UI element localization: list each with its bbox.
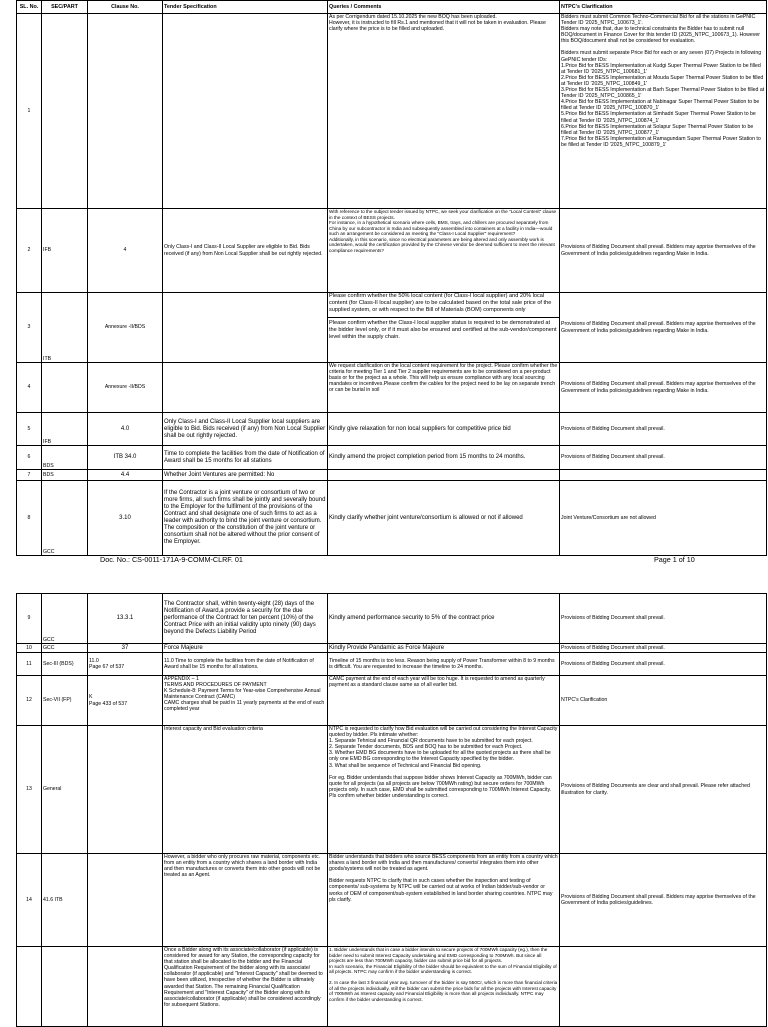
cell-clarification: Provisions of Bidding Document shall prevail. [560, 644, 767, 653]
cell-query [328, 470, 560, 481]
cell-sec-part [42, 947, 88, 1027]
cell-tender-specification: Force Majeure [163, 644, 328, 653]
cell-tender-specification [163, 363, 328, 413]
table-row [17, 413, 767, 446]
cell-sl-no: 3 [17, 293, 42, 363]
cell-sec-part: 41.6 ITB [42, 854, 88, 947]
table-row [17, 594, 767, 644]
cell-query [328, 854, 560, 947]
table-row [17, 676, 767, 726]
cell-tender-specification [163, 676, 328, 726]
cell-sl-no: 7 [17, 470, 42, 481]
cell-tender-specification: 11.0 Time to complete the facilities from the date of Notification of Award shall be 15 months for all stations. [163, 653, 328, 676]
cell-clause-no [88, 947, 163, 1027]
table-row [17, 481, 767, 556]
cell-clause-no: Annexure -II/BDS [88, 363, 163, 413]
cell-sec-part: Sec-VII (FP) [42, 676, 88, 726]
cell-clause-no: 4 [88, 209, 163, 293]
cell-tender-specification [163, 14, 328, 209]
table-row [17, 363, 767, 413]
cell-clarification: Provisions of Bidding Document shall prevail. Bidders may apprise themselves of the Government of India policies/guidelines regarding Make in India. [560, 293, 767, 363]
header-sl-no: SL. No. [17, 1, 42, 14]
cell-query: Timeline of 15 months is too less. Reason being supply of Power Transformer within 8 to 9 months is difficult. You are requested to increase the timeline to 24 months. [328, 653, 560, 676]
cell-clarification: Provisions of Bidding Document shall prevail. Bidders may apprise themselves of the Government of India policies/guidelines. [560, 854, 767, 947]
table-row [17, 470, 767, 481]
cell-clarification: Provisions of Bidding Document shall prevail. Bidders may apprise themselves of the Government of India policies/guidelines regarding Make in India. [560, 209, 767, 293]
cell-sec-part: BDS [42, 446, 88, 470]
header-ntpc-clarification: NTPC's Clarification [560, 1, 767, 14]
cell-tender-specification: Time to complete the facilities from the date of Notification of Award shall be 15 months for all stations [163, 446, 328, 470]
cell-clarification: Provisions of Bidding Documents are clear and shall prevail. Please refer attached illustration for clarity. [560, 726, 767, 854]
cell-sl-no: 1 [17, 14, 42, 209]
table-row [17, 726, 767, 854]
query-text: Bidder understands that bidders who source BESS components from an entity from a country which shares a land border with India and then manufactures/ converts/ integrates them into other goods/systems will not be treated as agent. Bidder requests NTPC to clarify that in such cases whether the inspection and testing of components/ sub-systems by NTPC will be carried out at works of Indian bidder/sub-vendor or works of OEM of component/sub-system established in land border sharing countries. NTPC may pls clarify. [329, 854, 558, 903]
table-row [17, 947, 767, 1027]
query-text: With reference to the subject tender issued by NTPC, we seek your clarification on the "Local Content" clause in the context of BESS projects. For instance, in a hypothetical scenario where cells, BMS, trays, and chillers are procured separately from China by our subcontractor in India and subsequently assembled into containers at a facility in India—would such an arrangement be considered as meeting the "Class-I Local Supplier" requirement? Additionally, in this scenario, since no electrical parameters are being altered and only assembly work is undertaken, would the certification provided by the Chinese vendor be deemed sufficient to meet the relevant compliance requirements? [329, 209, 557, 253]
table-row [17, 209, 767, 293]
cell-tender-specification: Only Class-I and Class-II Local Supplier local suppliers are eligible to Bid. Bids received (if any) from Non Local Supplier shall be out rightly rejected. [163, 413, 328, 446]
cell-clarification: Provisions of Bidding Document shall prevail. [560, 653, 767, 676]
cell-query: Kindly amend performance security to 5% of the contract price [328, 594, 560, 644]
table-row [17, 293, 767, 363]
clarification-table-page-2 [16, 593, 767, 1027]
cell-sec-part [42, 363, 88, 413]
query-text: 1. Bidder understands that in case a bidder intends to secure projects of 700MWh capacity (eg.), then the bidder need to submit Interest Capacity undertaking and EMD corresponding to 700MWh. But since all projects are less than 700MWh capacity, bidder can submit price bid for all projects. In such scenario, the Financial Eligibility of the bidder should be equivalent to the sum of Financial Eligibility of all projects. NTPC may confirm if the bidder understanding is correct. 2. In case the last 3 financial year avg. turnover of the bidder is say 550Cr, which is more than financial criteria of all the projects individually, still the bidder can submit the price bids for all the projects with Interest capacity of 700MWh as Interest capacity and Financial Eligibility is more than all projects individually. NTPC may confirm if the bidder understanding is correct. [329, 947, 558, 1002]
cell-query [328, 209, 560, 293]
footer-page-number: Page 1 of 10 [654, 555, 695, 564]
cell-clarification [560, 947, 767, 1027]
table-row [17, 14, 767, 209]
cell-sec-part: General [42, 726, 88, 854]
cell-query: Kindly Provide Pandamic as Force Majeure [328, 644, 560, 653]
cell-sec-part: GCC [42, 594, 88, 644]
cell-sl-no: 4 [17, 363, 42, 413]
cell-clarification: Provisions of Bidding Document shall prevail. [560, 446, 767, 470]
cell-clarification: Provisions of Bidding Document shall prevail. [560, 413, 767, 446]
cell-sec-part [42, 14, 88, 209]
cell-sl-no: 14 [17, 854, 42, 947]
cell-clarification: NTPC's Clarification [560, 676, 767, 726]
cell-query: CAMC payment at the end of each year will be too huge. It is requested to amend as quarterly payment as a standard clause same as of all earlier bid. [328, 676, 560, 726]
cell-sec-part: BDS [42, 470, 88, 481]
header-clause-no: Clause No. [88, 1, 163, 14]
clause-text: K Page 433 of 537 [89, 694, 128, 707]
clause-text: 11.0 Page 67 of 537 [89, 657, 125, 670]
cell-query [328, 293, 560, 363]
cell-sl-no [17, 947, 42, 1027]
table-row [17, 644, 767, 653]
cell-sl-no: 2 [17, 209, 42, 293]
cell-clause-no: 3.10 [88, 481, 163, 556]
cell-sec-part: IFB [42, 209, 88, 293]
header-queries-comments: Queries / Comments [328, 1, 560, 14]
table-header-row [17, 1, 767, 14]
table-row [17, 653, 767, 676]
cell-clause-no: 13.3.1 [88, 594, 163, 644]
cell-clause-no [88, 854, 163, 947]
cell-query: Kindly give relaxation for non local suppliers for competitive price bid [328, 413, 560, 446]
cell-sl-no: 13 [17, 726, 42, 854]
cell-query [328, 726, 560, 854]
clarification-text-b: Bidders must submit separate Price Bid for each or any seven (07) Projects in following GePNIC tender IDs: 1.Price Bid for BESS Implementation at Kudgi Super Thermal Power Station to be filled at Tender ID '2025_NTPC_100681_1' 2.Price Bid for BESS Implementation at Mouda Super Thermal Power Station to be filled at Tender ID '2025_NTPC_100849_1' 3.Price Bid for BESS Implementation at Barh Super Thermal Power Station to be filled at Tender ID '2025_NTPC_100865_1' 4.Price Bid for BESS Implementation at Nabinagar Super Thermal Power Station to be filled at Tender ID '2025_NTPC_100870_1' 5.Price Bid for BESS Implementation at Simhadri Super Thermal Power Station to be filled at Tender ID '2025_NTPC_100874_1' 6.Price Bid for BESS Implementation at Solapur Super Thermal Power Station to be filled at Tender ID '2025_NTPC_100877_1' 7.Price Bid for BESS Implementation at Ramagundam Super Thermal Power Station to be filled at Tender ID '2025_NTPC_100879_1' [561, 50, 765, 148]
cell-sl-no: 6 [17, 446, 42, 470]
clarification-table-page-1 [16, 0, 767, 556]
cell-clause-no: 37 [88, 644, 163, 653]
query-text: NTPC is requested to clarify how Bid evaluation will be carried out considering the Interest Capacity quoted by bidder. Pls intimate whether: 1. Separate Tehnical and Financial QR documents have to be submitted for each project. 2. Separate Tender documents, BDS and BOQ has to be submitted for each Project. 3. Whether EMD BG documents have to be uploaded for all the quoted projects as there shall be only one EMD BG corresponding to the Interest Capacity specified by the bidder. 3. What shall be sequence of Technical and Financial Bid opening. For eg. Bidder understands that suppose bidder shows Interest Capacity as 700MWh, bidder can quote for all projects (as all projects are below 700MWh rating) but secure orders for 700MWh projects only. In such case, EMD shall be submitted corresponding to 700MWh Interest Capacity. Pls confirm whether bidder understanding is correct. [329, 726, 558, 800]
header-sec-part: SEC/PART [42, 1, 88, 14]
header-tender-specification: Tender Specification [163, 1, 328, 14]
cell-clause-no: 4.4 [88, 470, 163, 481]
cell-clarification [560, 470, 767, 481]
cell-sl-no: 5 [17, 413, 42, 446]
cell-tender-specification [163, 293, 328, 363]
query-text-b: Please confirm whether the Class-I local supplier status is required to be demonstrated at the bidder level only, or if it must also be ensured and certified at the sub-vendor/component level within the supply chain. [328, 317, 559, 341]
cell-tender-specification: Interest capacity and Bid evaluation criteria [163, 726, 328, 854]
query-text: As per Corrigendum dated 15.10.2025 the new BOQ has been uploaded. However, it is instructed to fill Rs.1 and mentioned that it will not be taken in evaluation. Please clarify where the price is to be filled and uploaded. [329, 14, 546, 33]
cell-clause-no [88, 726, 163, 854]
clarification-text-a: Bidders must submit Common Techno-Commercial Bid for all the stations in GePNIC Tender ID '2025_NTPC_100673_1'. Bidders may note that, due to technical constraints the Bidder has to submit null BOQ/document in Finance Cover for this tender ID (2025_NTPC_100673_1). However this BOQ/document shall not be considered for evaluation. [561, 14, 760, 45]
cell-clause-no [88, 676, 163, 726]
cell-sec-part: Sec-III (BDS) [42, 653, 88, 676]
cell-clause-no: 4.0 [88, 413, 163, 446]
cell-sl-no: 12 [17, 676, 42, 726]
cell-clause-no [88, 653, 163, 676]
table-row [17, 446, 767, 470]
cell-query [328, 947, 560, 1027]
cell-clarification: Joint Venture/Consortium are not allowed [560, 481, 767, 556]
cell-query: Kindly amend the project completion period from 15 months to 24 months. [328, 446, 560, 470]
cell-clarification: Provisions of Bidding Document shall prevail. [560, 594, 767, 644]
cell-query [328, 14, 560, 209]
cell-clarification: Provisions of Bidding Document shall prevail. Bidders may apprise themselves of the Government of India policies/guidelines regarding Make in India. [560, 363, 767, 413]
footer-doc-number: Doc. No.: CS-0011-171A-9-COMM-CLRF. 01 [100, 555, 243, 564]
cell-clarification [560, 14, 767, 209]
query-text-a: Please confirm whether the 50% local content (for Class-I local supplier) and 20% local content (for Class-II local supplier) are to be calculated based on the total sale price of the supplied system, or with respect to the Bill of Materials (BOM) components only [329, 293, 553, 313]
spec-text: APPENDIX – 1 TERMS AND PROCEDURES OF PAYMENT K Schedule-8: Payment Terms for Year-wise Comprehensive Annual Maintenance Contract (CAMC) CAMC charges shall be paid in 11 yearly payments at the end of each completed year [164, 676, 325, 713]
cell-tender-specification: The Contractor shall, within twenty-eight (28) days of the Notification of Award,a provide a security for the due performance of the Contract for ten percent (10%) of the Contract Price with an initial validity upto ninety (90) days beyond the Defects Liability Period [163, 594, 328, 644]
cell-clause-no: Annexure -II/BDS [88, 293, 163, 363]
cell-sec-part: GCC [42, 481, 88, 556]
cell-sl-no: 10 [17, 644, 42, 653]
table-row [17, 854, 767, 947]
cell-sec-part: ITB [42, 293, 88, 363]
cell-tender-specification: Once a Bidder along with its associate/collaborator (if applicable) is considered for award for any Station, the corresponding capacity for that station shall be allocated to the bidder and the Financial Qualification Requirement of the bidder along with its associate/ collaborator (if applicable) and "Interest Capacity" shall be deemed to have been utilized, irrespective of whether the Bidder is ultimately awarded that Station. The remaining Financial Qualification Requirement and "Interest Capacity" of the Bidder along with its associate/collaborator (if applicable) shall be considered accordingly for subsequent Stations. [163, 947, 328, 1027]
cell-tender-specification: Only Class-I and Class-II Local Supplier are eligible to Bid. Bids received (if any) from Non Local Supplier shall be out rightly rejected. [163, 209, 328, 293]
cell-clause-no: ITB 34.0 [88, 446, 163, 470]
cell-sl-no: 9 [17, 594, 42, 644]
cell-clause-no [88, 14, 163, 209]
cell-sl-no: 11 [17, 653, 42, 676]
cell-query: Kindly clarify whether joint venture/consortium is allowed or not if allowed [328, 481, 560, 556]
cell-tender-specification: However, a bidder who only procures raw material, components etc. from an entity from a country which shares a land border with India and then manufactures or converts them into other goods will not be treated as an Agent. [163, 854, 328, 947]
cell-sec-part: GCC [42, 644, 88, 653]
cell-sl-no: 8 [17, 481, 42, 556]
cell-sec-part: IFB [42, 413, 88, 446]
cell-query: We request clarification on the local content requirement for the project. Please confirm whether the criteria for meeting Tier 1 and Tier 2 supplier requirements are to be considered on a per-product basis or for the project as a whole. This will help us ensure compliance with any local sourcing mandates or incentives.Please confirm the cables for the project need to be lay on separate trench or can be burial in soil [328, 363, 560, 413]
cell-tender-specification: If the Contractor is a joint venture or consortium of two or more firms, all such firms shall be jointly and severally bound to the Employer for the fulfilment of the provisions of the Contract and shall designate one of such firms to act as a leader with authority to bind the joint venture or consortium. The composition or the constitution of the joint venture or consortium shall not be altered without the prior consent of the Employer. [163, 481, 328, 556]
cell-tender-specification: Whether Joint Ventures are permitted: No [163, 470, 328, 481]
